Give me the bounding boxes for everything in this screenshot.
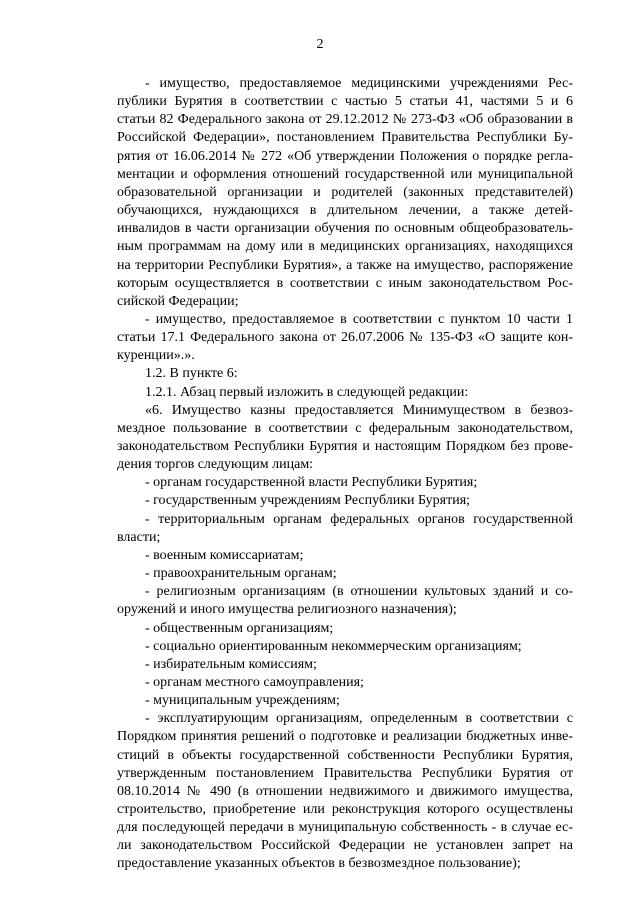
text-line: - государственным учреждениям Республики Бурятия; <box>145 493 471 509</box>
text-line: рятия от 16.06.2014 № 272 «Об утверждении Положения о порядке регла- <box>117 148 573 164</box>
text-line: 08.10.2014 № 490 (в отношении недвижимого и движимого имущества, <box>117 783 573 799</box>
text-line: статьи 82 Федерального закона от 29.12.2012 № 273-ФЗ «Об образовании в <box>117 112 573 128</box>
text-line: утвержденным постановлением Правительства Республики Бурятия от <box>117 765 573 781</box>
page-number: 2 <box>316 37 324 52</box>
text-line: «6. Имущество казны предоставляется Минимуществом в безвоз- <box>145 402 573 418</box>
text-line: сийской Федерации; <box>117 293 239 309</box>
text-line: - военным комиссариатам; <box>145 547 304 563</box>
text-line: - органам государственной власти Республики Бурятия; <box>145 475 478 491</box>
text-line: строительство, приобретение или реконструкция которого осуществлены <box>117 802 573 817</box>
text-line: - общественным организациям; <box>145 620 334 636</box>
text-line: ментации и оформления отношений государственной или муниципальной <box>117 166 573 182</box>
text-line: мездное пользование в соответствии с федеральным законодательством, <box>117 420 573 436</box>
text-line: обучающихся, нуждающихся в длительном лечении, а также детей- <box>117 203 573 219</box>
text-line: 1.2.1. Абзац первый изложить в следующей редакции: <box>145 384 469 400</box>
text-line: - правоохранительным органам; <box>145 566 337 582</box>
text-line: ным программам на дому или в медицинских организациях, находящихся <box>117 239 573 255</box>
text-line: законодательством Республики Бурятия и настоящим Порядком без прове- <box>117 439 573 454</box>
text-line: публики Бурятия в соответствии с частью 5 статьи 41, частями 5 и 6 <box>117 94 573 110</box>
text-line: ли законодательством Российской Федерации не установлен запрет на <box>117 838 573 854</box>
text-line: оружений и иного имущества религиозного назначения); <box>117 602 457 618</box>
text-line: - религиозным организациям (в отношении культовых зданий и со- <box>145 584 573 600</box>
text-line: на территории Республики Бурятия», а также на имущество, распоряжение <box>117 257 573 273</box>
text-line: куренции».». <box>117 348 195 364</box>
text-line: дения торгов следующим лицам: <box>117 457 314 473</box>
text-line: - социально ориентированным некоммерческим организациям; <box>145 638 522 654</box>
text-line: Порядком принятия решений о подготовке и реализации бюджетных инве- <box>117 729 573 745</box>
text-line: - имущество, предоставляемое в соответствии с пунктом 10 части 1 <box>145 311 573 327</box>
text-line: Российской Федерации», постановлением Правительства Республики Бу- <box>117 130 573 146</box>
text-line: - эксплуатирующим организациям, определенным в соответствии с <box>145 711 573 727</box>
text-line: - имущество, предоставляемое медицинскими учреждениями Рес- <box>145 76 573 91</box>
text-line: статьи 17.1 Федерального закона от 26.07.2006 № 135-ФЗ «О защите кон- <box>117 330 573 346</box>
text-line: инвалидов в части организации обучения по основным общеобразователь- <box>117 221 573 237</box>
text-line: - муниципальным учреждениям; <box>145 693 340 709</box>
text-line: - избирательным комиссиям; <box>145 656 317 672</box>
text-line: для последующей передачи в муниципальную собственность - в случае ес- <box>117 820 573 836</box>
text-line: - органам местного самоуправления; <box>145 674 364 690</box>
text-line: власти; <box>117 529 161 545</box>
text-line: 1.2. В пункте 6: <box>145 366 238 382</box>
text-line: стиций в объекты государственной собственности Республики Бурятия, <box>117 747 573 763</box>
text-line: - территориальным органам федеральных органов государственной <box>145 511 573 527</box>
text-line: предоставление указанных объектов в безвозмездное пользование); <box>117 856 521 872</box>
text-line: которым осуществляется в соответствии с иным законодательством Рос- <box>117 275 573 291</box>
text-line: образовательной организации и родителей (законных представителей) <box>117 184 573 200</box>
